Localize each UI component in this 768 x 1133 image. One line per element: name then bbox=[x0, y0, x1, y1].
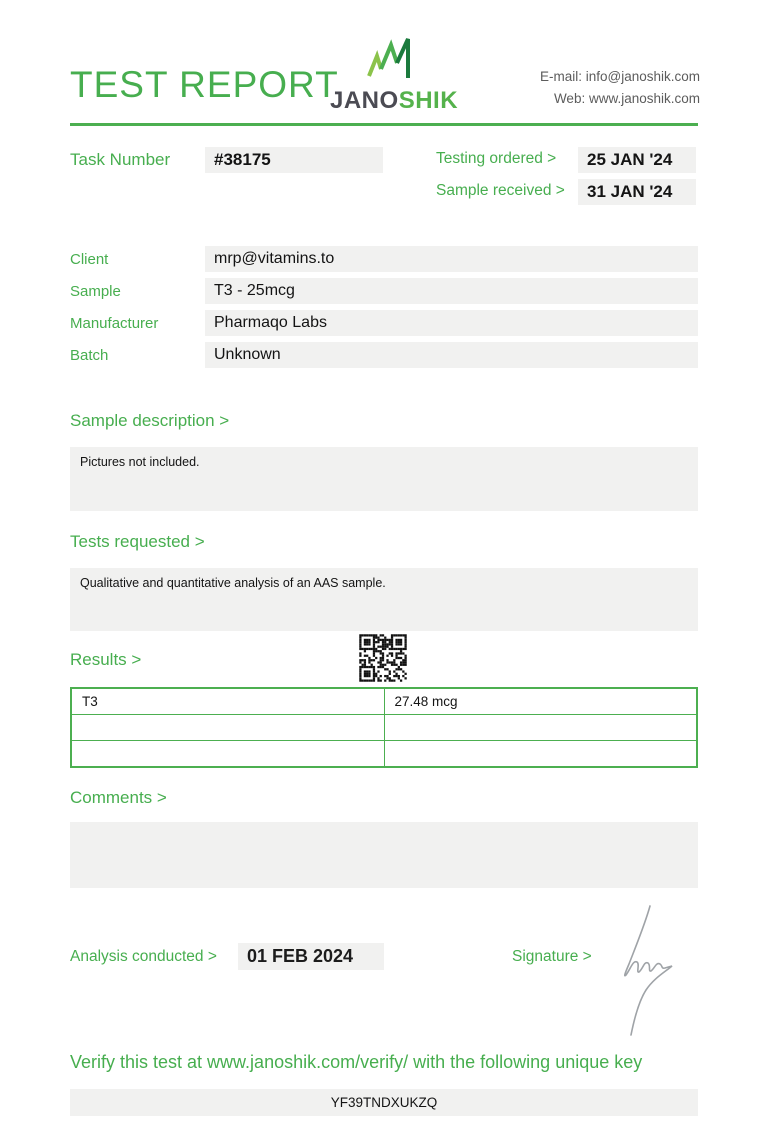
results-table bbox=[70, 687, 698, 768]
janoshik-logo bbox=[330, 36, 458, 115]
analysis-date-value: 01 FEB 2024 bbox=[238, 943, 384, 970]
testing-ordered-label: Testing ordered > bbox=[436, 150, 557, 167]
page-title: TEST REPORT bbox=[70, 64, 339, 105]
sample-value: T3 - 25mcg bbox=[205, 278, 698, 304]
contact-web: Web: www.janoshik.com bbox=[553, 91, 700, 107]
client-label: Client bbox=[70, 251, 109, 268]
task-number-label: Task Number bbox=[70, 150, 171, 169]
analysis-conducted-label: Analysis conducted > bbox=[70, 948, 217, 965]
result-amount bbox=[384, 715, 697, 741]
result-substance bbox=[71, 715, 384, 741]
comments-label: Comments > bbox=[70, 788, 167, 807]
signature-image bbox=[608, 898, 703, 1048]
tests-requested-box: Qualitative and quantitative analysis of an AAS sample. bbox=[70, 568, 698, 631]
manufacturer-label: Manufacturer bbox=[70, 315, 159, 332]
batch-value: Unknown bbox=[205, 342, 698, 368]
table-row bbox=[71, 715, 697, 741]
contact-email: E-mail: info@janoshik.com bbox=[539, 69, 700, 84]
task-number-value: #38175 bbox=[205, 147, 383, 173]
result-amount bbox=[384, 741, 697, 768]
verify-key: YF39TNDXUKZQ bbox=[70, 1089, 698, 1116]
manufacturer-value: Pharmaqo Labs bbox=[205, 310, 698, 336]
sample-description-label: Sample description > bbox=[70, 411, 230, 430]
results-label: Results > bbox=[70, 650, 142, 669]
logo-text-shik: SHIK bbox=[398, 87, 459, 114]
header-divider bbox=[70, 123, 698, 126]
sample-description-box: Pictures not included. bbox=[70, 447, 698, 511]
result-substance: T3 bbox=[71, 688, 384, 715]
testing-ordered-value: 25 JAN '24 bbox=[578, 147, 696, 173]
sample-received-label: Sample received > bbox=[436, 182, 565, 199]
chart-growth-icon bbox=[363, 67, 425, 84]
batch-label: Batch bbox=[70, 347, 109, 364]
client-value: mrp@vitamins.to bbox=[205, 246, 698, 272]
comments-box bbox=[70, 822, 698, 888]
table-row bbox=[71, 741, 697, 768]
verify-text: Verify this test at www.janoshik.com/verify/ with the following unique key bbox=[70, 1052, 643, 1072]
logo-text-jano: JANO bbox=[330, 87, 399, 114]
tests-requested-label: Tests requested > bbox=[70, 532, 205, 551]
logo-wordmark bbox=[330, 87, 458, 115]
contact-info bbox=[540, 66, 700, 111]
qr-code bbox=[359, 632, 407, 684]
result-amount: 27.48 mcg bbox=[384, 688, 697, 715]
sample-label: Sample bbox=[70, 283, 121, 300]
result-substance bbox=[71, 741, 384, 768]
table-row bbox=[71, 688, 697, 715]
sample-received-value: 31 JAN '24 bbox=[578, 179, 696, 205]
signature-label: Signature > bbox=[512, 948, 592, 965]
